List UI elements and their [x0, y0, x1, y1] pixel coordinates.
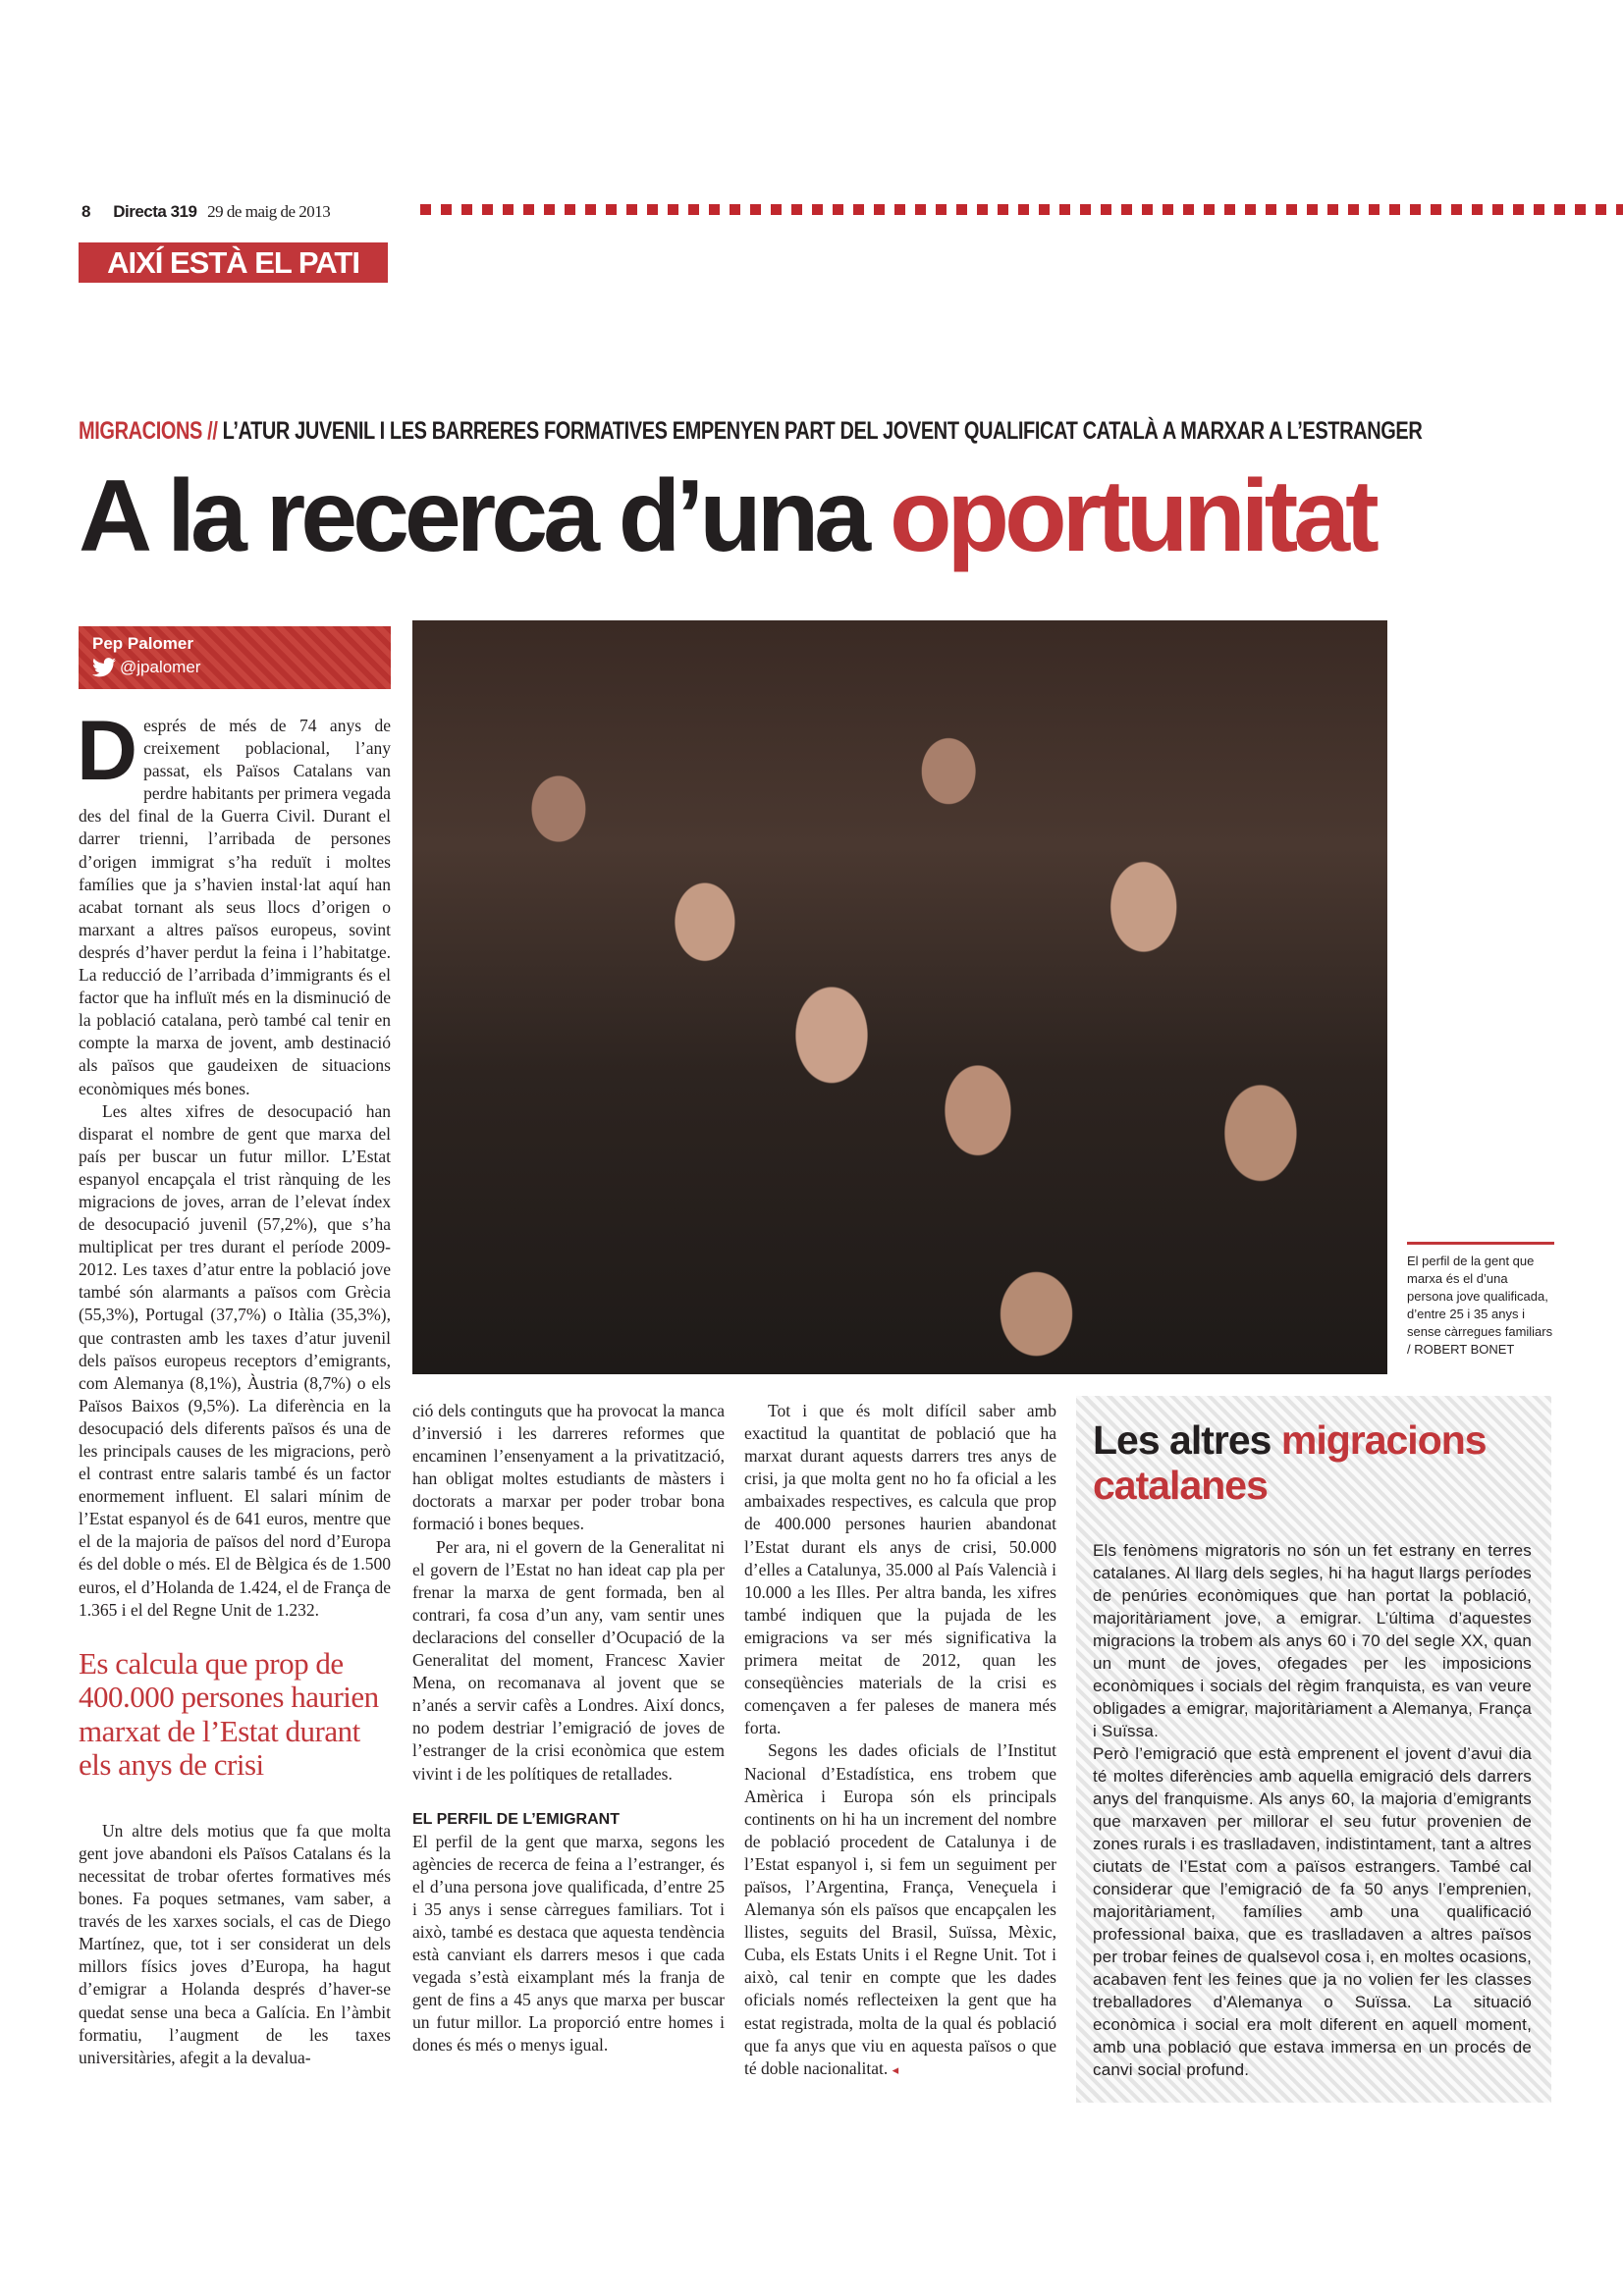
- sidebar-box: [1076, 1396, 1551, 2103]
- issue-date: 29 de maig de 2013: [207, 202, 331, 221]
- dashed-rule: [420, 204, 1623, 215]
- sidebar-body: [1093, 1539, 1532, 2081]
- paragraph-text: Segons les dades oficials de l’Institut Nacional d’Estadística, ens trobem que Amèrica i Europa són els principals continents on hi ha un increment del nombre de població procedent de Catalunya i de l’Estat espanyol i, si fem un seguiment per països, l’Argentina, França, Veneçuela i Alemanya són els països que encapçalen les llistes, seguits del Brasil, Suïssa, Mèxic, Cuba, els Estats Units i el Regne Unit. Tot i això, cal tenir en compte que les dades oficials només reflecteixen la gent que ha estat registrada, molta de la qual és població que fa anys que viu en aquesta països o que té doble nacionalitat.: [744, 1740, 1056, 2078]
- kicker: [79, 417, 1422, 446]
- crowd-photo: [412, 620, 1387, 1374]
- article-column-2: [412, 1400, 725, 2057]
- byline-box: [79, 626, 391, 689]
- twitter-handle-row[interactable]: [92, 658, 200, 677]
- sidebar-paragraph: Els fenòmens migratoris no són un fet estrany en terres catalanes. Al llarg dels segles, hi ha hagut llargs períodes de penúries econòmiques que han portat la població, majoritàriament jove, a emigrar. L’última d’aquestes migracions la trobem als anys 60 i 70 del segle XX, quan un munt de joves, ofegades per les imposicions econòmiques i socials del règim franquista, es van veure obligades a emigrar, majoritàriament a Alemanya, França i Suïssa.: [1093, 1541, 1532, 1740]
- article-paragraph: El perfil de la gent que marxa, segons les agències de recerca de feina a l’estranger, és el d’una persona jove qualificada, d’entre 25 i 35 anys i sense càrregues familiars. Tot i això, també es destaca que aquesta tendència està canviant els darrers mesos i que cada vegada s’està eixamplant més la franja de gent de fins a 45 anys que marxa per buscar un futur millor. La proporció entre homes i dones és més o menys igual.: [412, 1831, 725, 2056]
- caption-text: El perfil de la gent que marxa és el d’una persona jove qualificada, d’entre 25 i 35 anys i sense càrregues familiars /: [1407, 1254, 1553, 1357]
- kicker-tag: MIGRACIONS //: [79, 417, 218, 445]
- article-paragraph: Tot i que és molt difícil saber amb exactitud la quantitat de població que ha marxat durant aquests darrers tres anys de crisi, ja que molta gent no ho fa oficial a les ambaixades respectives, es calcula que prop de 400.000 persones haurien abandonat l’Estat durant els anys de crisi, 50.000 d’elles a Catalunya, 35.000 al País Valencià i 10.000 a les Illes. Per altra banda, les xifres també indiquen que la pujada de les emigracions va ser més significativa la primera meitat de 2012, quan les conseqüències materials de la crisi es començaven a fer paleses de manera més forta.: [744, 1401, 1056, 1738]
- headline-red: oportunitat: [890, 459, 1375, 573]
- end-mark-icon: ◂: [892, 2061, 899, 2077]
- subheading: EL PERFIL DE L’EMIGRANT: [412, 1810, 620, 1828]
- article-paragraph: ció dels continguts que ha provocat la manca d’inversió i les darreres reformes que encaminen l’ensenyament a la privatització, han obligat moltes estudiants de màsters i doctorats a marxar per poder trobar bona formació i bones beques.: [412, 1401, 725, 1534]
- sidebar-title: [1093, 1417, 1551, 1508]
- pull-quote: Es calcula que prop de 400.000 persones haurien marxat de l’Estat durant els anys de crisi: [79, 1645, 379, 1783]
- section-label: AIXÍ ESTÀ EL PATI: [79, 242, 388, 283]
- paragraph-text: esprés de més de 74 anys de creixement poblacional, l’any passat, els Països Catalans van perdre habitants per primera vegada des del final de la Guerra Civil. Durant el darrer trienni, l’arribada de persones d’origen immigrat s’ha reduït i moltes famílies que ja s’havien instal·lat aquí han acabat tornant als seus llocs d’origen o marxant a altres països europeus, sovint després d’haver perdut la feina i l’habitatge. La reducció de l’arribada d’immigrants és el factor que ha influït més en la disminució de la població catalana, però també cal tenir en compte la marxa de jovent, amb destinació als països que gaudeixen de situacions econòmiques més bones.: [79, 716, 391, 1098]
- publication-name: Directa 319: [113, 202, 197, 221]
- page-folio: [81, 202, 330, 222]
- twitter-handle: @jpalomer: [120, 658, 201, 676]
- author-name: Pep Palomer: [92, 634, 193, 653]
- photo-caption: [1407, 1242, 1554, 1359]
- drop-cap: D: [77, 704, 138, 798]
- article-paragraph: [77, 704, 391, 1100]
- article-paragraph: [744, 1739, 1056, 2080]
- kicker-text: L’ATUR JUVENIL I LES BARRERES FORMATIVES EMPENYEN PART DEL JOVENT QUALIFICAT CATALÀ A MARXAR A L’ESTRANGER: [222, 417, 1423, 445]
- sidebar-title-black: Les altres: [1093, 1417, 1271, 1463]
- twitter-bird-icon: [92, 658, 116, 677]
- article-paragraph: Un altre dels motius que fa que molta gent jove abandoni els Països Catalans és la necessitat de trobar ofertes formatives més bones. Fa poques setmanes, vam saber, a través de les xarxes socials, el cas de Diego Martínez, que, tot i ser considerat un dels millors físics joves d’Europa, ha hagut d’emigrar a Holanda després d’haver-se quedat sense una beca a Galícia. En l’àmbit formatiu, l’augment de les taxes universitàries, afegit a la devalua-: [79, 1820, 391, 2067]
- photo-credit: ROBERT BONET: [1414, 1342, 1515, 1357]
- article-paragraph: Per ara, ni el govern de la Generalitat ni el govern de l’Estat no han ideat cap pla per frenar la marxa de gent formada, ben al contrari, fa cosa d’un any, vam sentir unes declaracions del conseller d’Ocupació de la Generalitat del moment, Francesc Xavier Mena, on recomanava al jovent que se n’anés a servir cafès a Londres. Així doncs, no podem destriar l’emigració de joves de l’estranger de la crisi econòmica que estem vivint i de les polítiques de retallades.: [412, 1536, 725, 1784]
- sidebar-paragraph: Però l’emigració que està emprenent el jovent d’avui dia té moltes diferències amb aquella emigració dels darrers anys del franquisme. Als anys 60, la majoria d’emigrants que marxaven per millorar el seu futur provenien de zones rurals i es traslladaven, indistintament, tant a altres ciutats de l’Estat com a països estrangers. També cal considerar que l’emigració de fa 50 anys l’emprenien, majoritàriament, famílies amb una qualificació professional baixa, que es traslladaven a altres països per trobar feines de qualsevol cosa i, en moltes ocasions, acabaven fent les feines que ja no volien fer les classes treballadores d’Alemanya o Suïssa. La situació econòmica i social era molt diferent en aquell moment, amb una població que estava immersa en un procés de canvi social profund.: [1093, 1744, 1532, 2079]
- page-number: 8: [81, 202, 91, 221]
- headline-black: A la recerca d’una: [79, 459, 867, 573]
- article-column-1: [77, 704, 391, 2069]
- article-paragraph: Les altes xifres de desocupació han disparat el nombre de gent que marxa del país per buscar un futur millor. L’Estat espanyol encapçala el trist rànquing de les migracions de joves, arran de l’elevat índex de desocupació juvenil (57,2%), que s’ha multiplicat per tres durant el període 2009-2012. Les taxes d’atur entre la població jove també són alarmants a països com Grècia (55,3%), Portugal (37,7%) o Itàlia (35,3%), que contrasten amb les taxes d’atur juvenil dels països europeus receptors d’emigrants, com Alemanya (8,1%), Àustria (8,7%) o els Països Baixos (9,5%). La diferència en la desocupació dels diferents països és una de les principals causes de les migracions, però el contrast entre salaris també és un factor enormement influent. El salari mínim de l’Estat espanyol és de 641 euros, mentre que el de la majoria de països del nord d’Europa és del doble o més. El de Bèlgica és de 1.500 euros, el d’Holanda de 1.424, el de França de 1.365 i el del Regne Unit de 1.232.: [79, 1100, 391, 1620]
- sidebar-title-red: migracions catalanes: [1093, 1417, 1487, 1508]
- article-column-3: [744, 1400, 1056, 2081]
- headline: [79, 457, 1375, 575]
